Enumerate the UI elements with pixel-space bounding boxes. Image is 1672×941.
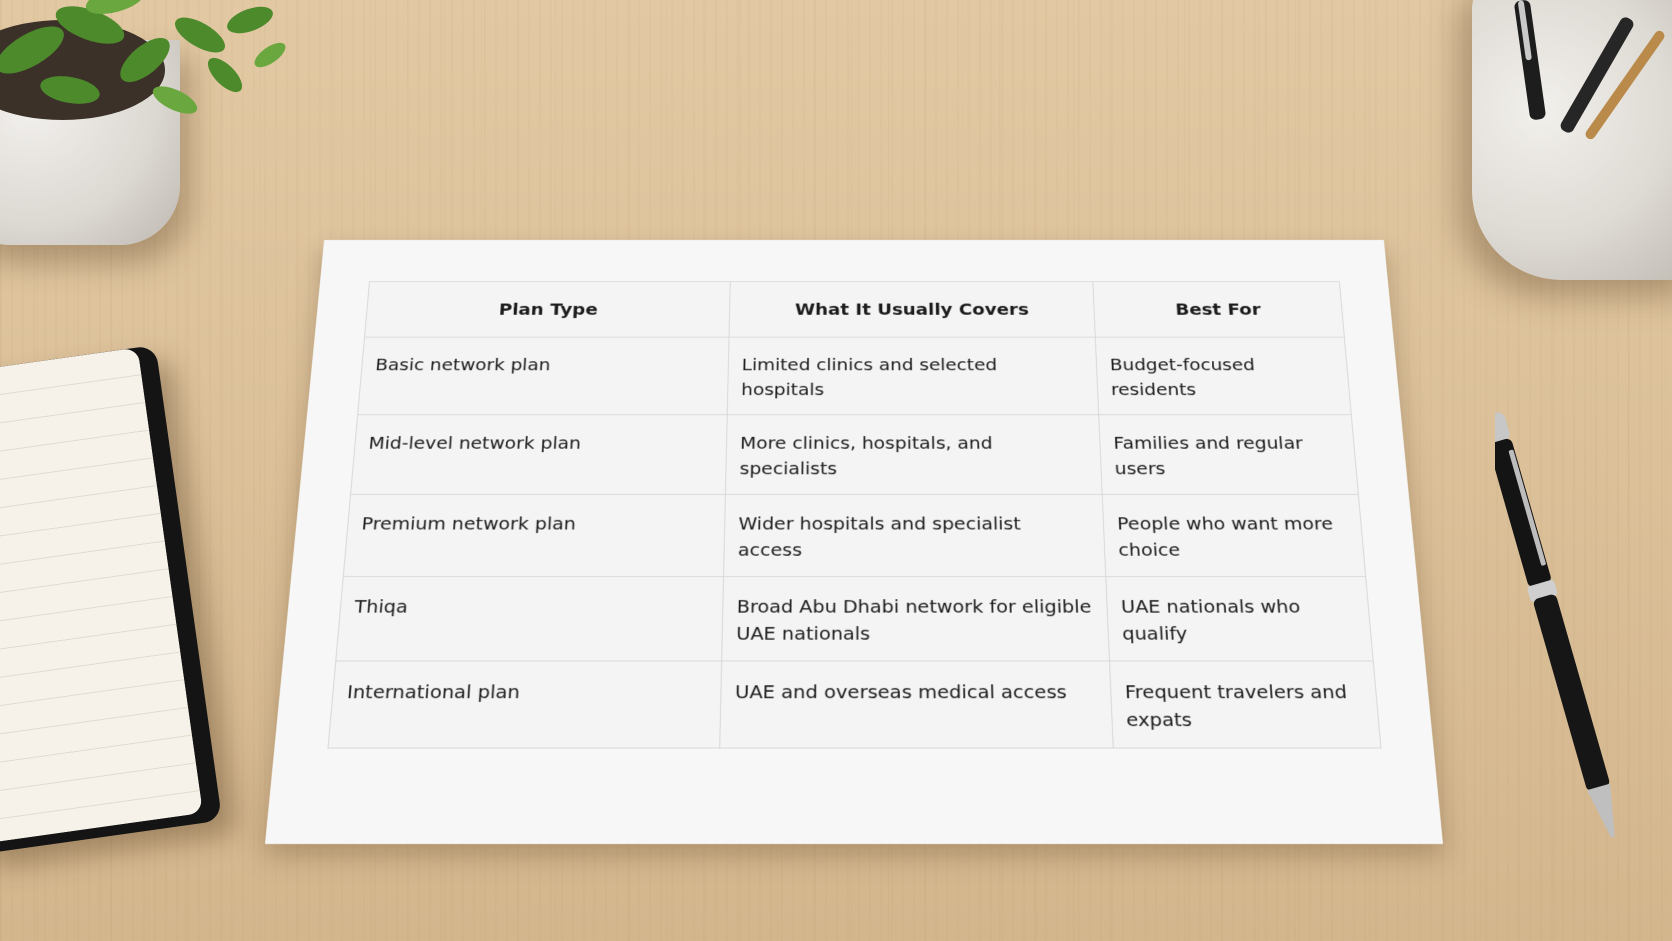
header-best-for: Best For [1093,282,1345,338]
cell-covers: Wider hospitals and specialist access [724,494,1106,576]
cell-best-for: Budget-focused residents [1095,337,1351,415]
table-row [336,577,1373,662]
cell-covers: Broad Abu Dhabi network for eligible UAE nationals [722,577,1110,662]
table-row [351,415,1359,495]
plans-table [327,281,1381,748]
cell-covers: UAE and overseas medical access [720,661,1114,748]
cell-best-for: Frequent travelers and expats [1109,661,1380,748]
cell-covers: Limited clinics and selected hospitals [727,337,1098,415]
notebook [0,345,222,855]
cell-best-for: Families and regular users [1099,415,1359,495]
table-row [328,661,1381,748]
cell-plan: Thiqa [336,577,724,662]
pen-icon [1495,405,1615,865]
cell-plan: Mid-level network plan [351,415,728,495]
paper-sheet [265,240,1443,844]
potted-plant [0,0,300,280]
cell-plan: Basic network plan [358,337,729,415]
cell-covers: More clinics, hospitals, and specialists [725,415,1102,495]
cell-plan: International plan [328,661,722,748]
notebook-pages [0,347,203,845]
table-row [358,337,1352,415]
cell-plan: Premium network plan [343,494,725,576]
plant-leaves-icon [0,0,300,200]
table-header-row [365,282,1345,338]
header-what-it-covers: What It Usually Covers [729,282,1095,338]
cell-best-for: UAE nationals who qualify [1106,577,1373,662]
table-row [343,494,1365,576]
header-plan-type: Plan Type [365,282,731,338]
cell-best-for: People who want more choice [1102,494,1366,576]
pens-in-cup-icon [1500,0,1672,140]
